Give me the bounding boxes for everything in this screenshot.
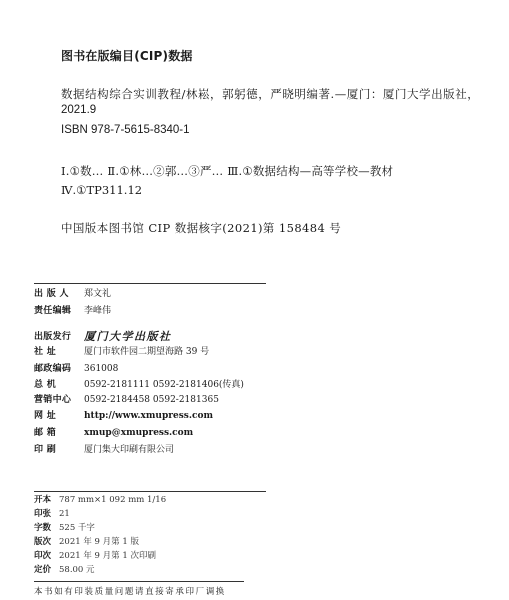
spec-value: 21 [59, 509, 70, 519]
spec-label: 版次 [34, 537, 52, 547]
info-value: 0592-2181111 0592-2181406(传真) [84, 380, 244, 390]
spec-value: 787 mm×1 092 mm 1/16 [59, 495, 167, 505]
divider-middle [34, 491, 266, 492]
cip-classification-line: Ⅳ.①TP311.12 [61, 183, 143, 197]
cip-isbn-line: ISBN 978-7-5615-8340-1 [61, 124, 190, 136]
info-label: 网 址 [34, 411, 57, 421]
cip-title: 图书在版编目(CIP)数据 [61, 49, 193, 63]
info-value: 0592-2184458 0592-2181365 [84, 395, 219, 405]
info-label: 出 版 人 [34, 289, 69, 299]
email-link[interactable]: xmup@xmupress.com [84, 428, 194, 438]
info-value: 郑文礼 [84, 289, 112, 299]
info-label: 总 机 [34, 380, 57, 390]
spec-value: 2021 年 9 月第 1 次印刷 [59, 551, 156, 561]
info-label: 责任编辑 [34, 306, 72, 316]
spec-value: 525 千字 [59, 523, 95, 533]
info-label: 邮政编码 [34, 364, 72, 374]
spec-value: 2021 年 9 月第 1 版 [59, 537, 139, 547]
publisher-logo-text: 厦门大学出版社 [84, 330, 172, 343]
cip-author-line: 数据结构综合实训教程/林崧，郭躬德，严晓明编著.—厦门：厦门大学出版社， [61, 87, 480, 101]
info-label: 出版发行 [34, 332, 72, 342]
info-value: 厦门市软件园二期望海路 39 号 [84, 347, 210, 357]
spec-label: 印张 [34, 509, 52, 519]
spec-label: 字数 [34, 523, 52, 533]
info-value: 厦门集大印刷有限公司 [84, 445, 175, 455]
info-label: 社 址 [34, 347, 57, 357]
cip-date-line: 2021.9 [61, 104, 97, 116]
spec-label: 定价 [34, 565, 52, 575]
info-label: 印 刷 [34, 445, 57, 455]
info-value: 李峰伟 [84, 306, 112, 316]
cip-number-line: 中国版本图书馆 CIP 数据核字(2021)第 158484 号 [61, 221, 342, 235]
spec-label: 开本 [34, 495, 52, 505]
cip-subject-line: Ⅰ.①数… Ⅱ.①林…②郭…③严… Ⅲ.①数据结构—高等学校—教材 [61, 164, 394, 178]
quality-notice: 本书如有印装质量问题请直接寄承印厂调换 [34, 587, 226, 597]
info-label: 邮 箱 [34, 428, 57, 438]
divider-bottom [34, 581, 244, 582]
spec-value: 58.00 元 [59, 565, 95, 575]
website-link[interactable]: http://www.xmupress.com [84, 411, 213, 421]
info-value: 361008 [84, 364, 119, 374]
spec-label: 印次 [34, 551, 52, 561]
info-label: 营销中心 [34, 395, 72, 405]
divider-top [34, 283, 266, 284]
